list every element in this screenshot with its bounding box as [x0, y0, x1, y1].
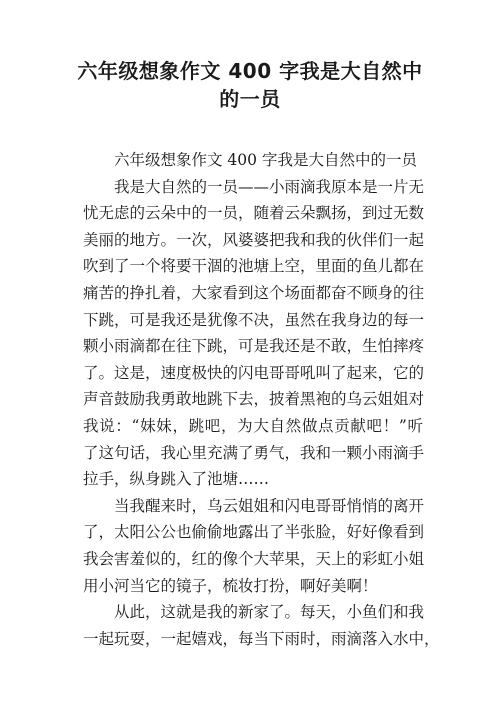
title-line: 的一员 — [219, 87, 281, 111]
paragraph-line: 了，太阳公公也偷偷地露出了半张脸，好好像看到 — [83, 523, 425, 542]
paragraph-line: 我说：“妹妹，跳吧，为大自然做点贡献吧！”听 — [83, 416, 423, 435]
paragraph-line: 一起玩耍，一起嬉戏，每当下雨时，雨滴落入水中， — [83, 629, 440, 648]
subtitle-line: 六年级想象作文 400 字我是大自然中的一员 — [114, 151, 417, 169]
paragraph-line: 用小河当它的镜子，梳妆打扮，啊好美啊！ — [83, 576, 378, 595]
document-body — [83, 147, 440, 652]
paragraph-line: 拉手，纵身跳入了池塘…… — [83, 470, 270, 489]
paragraph-line: 当我醒来时，乌云姐姐和闪电哥哥悄悄的离开 — [114, 496, 425, 515]
paragraph-line: 我是大自然的一员——小雨滴我原本是一片无 — [114, 177, 425, 196]
paragraph-line: 我会害羞似的，红的像个大苹果，天上的彩虹小姐 — [83, 549, 425, 568]
title-line: 六年级想象作文 400 字我是大自然中 — [77, 59, 423, 83]
paragraph-line: 了。这是，速度极快的闪电哥哥吼叫了起来，它的 — [83, 363, 425, 382]
paragraph-line: 了这句话，我心里充满了勇气，我和一颗小雨滴手 — [83, 443, 425, 462]
document-title — [60, 57, 440, 113]
paragraph-line: 声音鼓励我勇敢地跳下去，披着黑袍的乌云姐姐对 — [83, 390, 425, 409]
paragraph-line: 吹到了一个将要干涸的池塘上空，里面的鱼儿都在 — [83, 257, 425, 276]
paragraph-line: 颗小雨滴都在往下跳，可是我还是不敢，生怕摔疼 — [83, 337, 425, 356]
paragraph-line: 美丽的地方。一次，风婆婆把我和我的伙伴们一起 — [83, 230, 425, 249]
paragraph-line: 忧无虑的云朵中的一员，随着云朵飘扬，到过无数 — [83, 204, 425, 223]
paragraph-line: 痛苦的挣扎着，大家看到这个场面都奋不顾身的往 — [83, 283, 425, 302]
paragraph-line: 从此，这就是我的新家了。每天，小鱼们和我 — [114, 603, 425, 622]
paragraph-line: 下跳，可是我还是犹像不决，虽然在我身边的每一 — [83, 310, 425, 329]
